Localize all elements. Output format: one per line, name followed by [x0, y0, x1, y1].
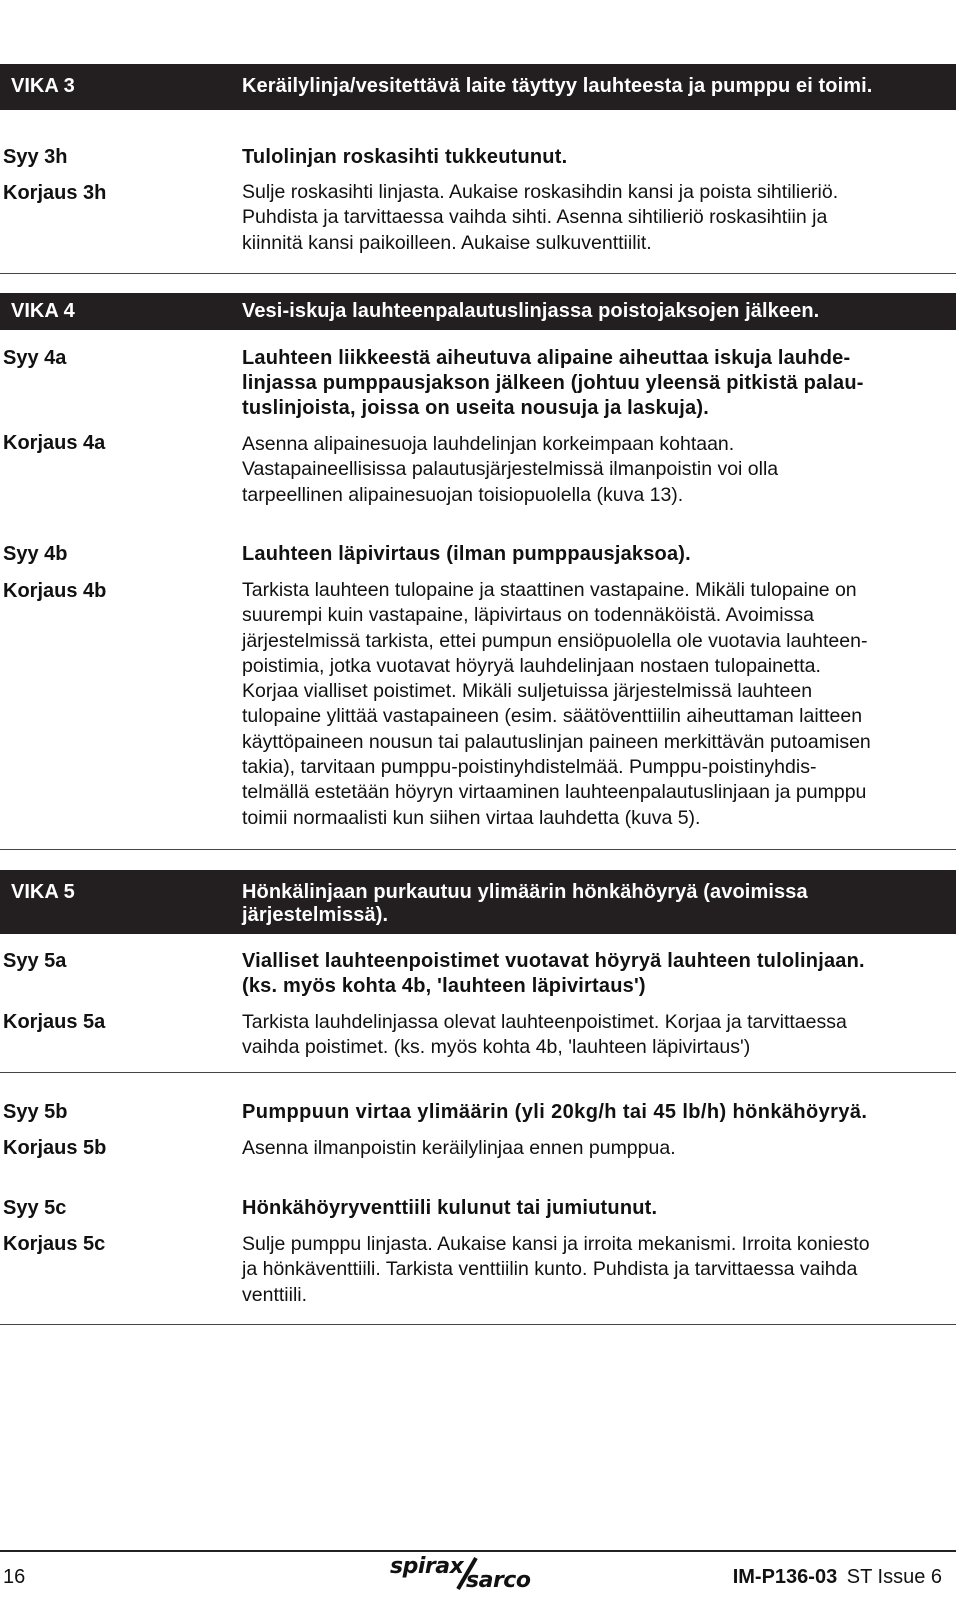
page-number: 16 [3, 1566, 26, 1588]
cause-4a-text: Lauhteen liikkeestä aiheutuva alipaine aiheuttaa iskuja lauhde- linjassa pumppausjakson jälkeen (johtuu yleensä pitkistä palau- tuslinjoista, joissa on useita nousuja ja laskuja). [242, 347, 864, 419]
logo-top-text: spirax [390, 1554, 464, 1579]
divider [0, 1324, 956, 1325]
spirax-sarco-logo [390, 1554, 560, 1594]
fault-3-header [0, 64, 956, 110]
cause-5a-label: Syy 5a [3, 950, 67, 972]
fix-5a-label: Korjaus 5a [3, 1011, 106, 1033]
fix-5c-text: Sulje pumppu linjasta. Aukaise kansi ja irroita mekanismi. Irroita koniesto ja hönkäventtiili. Tarkista venttiilin kunto. Puhdista ja tarvittaessa vaihda venttiili. [242, 1233, 870, 1306]
fix-4a-label: Korjaus 4a [3, 432, 106, 454]
fault-4-label: VIKA 4 [11, 300, 75, 322]
cause-3h-text: Tulolinjan roskasihti tukkeutunut. [242, 146, 568, 168]
fault-3-label: VIKA 3 [11, 75, 75, 97]
fix-4a-text: Asenna alipainesuoja lauhdelinjan korkeimpaan kohtaan. Vastapaineellisissa palautusjärjestelmissä ilmanpoistin voi olla tarpeellinen alipainesuojan toisiopuolella (kuva 13). [242, 433, 779, 506]
divider [0, 273, 956, 274]
footer-rule [0, 1550, 956, 1552]
cause-5c-label: Syy 5c [3, 1197, 67, 1219]
fix-5c-label: Korjaus 5c [3, 1233, 106, 1255]
cause-5a-text: Vialliset lauhteenpoistimet vuotavat höyryä lauhteen tulolinjaan. (ks. myös kohta 4b, 'lauhteen läpivirtaus') [242, 950, 865, 997]
fix-3h-text: Sulje roskasihti linjasta. Aukaise roskasihdin kansi ja poista sihtilieriö. Puhdista ja tarvittaessa vaihda sihti. Asenna sihtilieriö roskasihtiin ja kiinnitä kansi paikoilleen. Aukaise sulkuventtiilit. [242, 181, 839, 254]
fix-5a-text: Tarkista lauhdelinjassa olevat lauhteenpoistimet. Korjaa ja tarvittaessa vaihda poistimet. (ks. myös kohta 4b, 'lauhteen läpivirtaus') [242, 1011, 847, 1059]
divider [0, 849, 956, 850]
fault-4-title: Vesi-iskuja lauhteenpalautuslinjassa poistojaksojen jälkeen. [242, 300, 820, 322]
fault-4-header [0, 293, 956, 330]
fix-4b-text: Tarkista lauhteen tulopaine ja staattinen vastapaine. Mikäli tulopaine on suurempi kuin vastapaine, läpivirtaus on todennäköistä. Avoimissa järjestelmissä tarkista, ettei pumpun ensiöpuolella ole vuotavia lauhteen- poistimia, jotka vuotavat höyryä lauhdelinjaan nostaen tulopainetta. Korjaa vialliset poistimet. Mikäli suljetuissa järjestelmissä lauhteen tulopaine ylittää vastapaineen (esim. säätöventtiilin aiheuttaman laitteen käyttöpaineen nousun tai palautuslinjan paineen merkittävän putoamisen takia), tarvitaan pumppu-poistinyhdistelmää. Pumppu-poistinyhdis- telmällä estetään höyryn virtaaminen lauhteenpalautuslinjaan ja pumppu toimii normaalisti kun siihen virtaa lauhdetta (kuva 5). [242, 579, 871, 829]
fault-3-title: Keräilylinja/vesitettävä laite täyttyy lauhteesta ja pumppu ei toimi. [242, 75, 873, 97]
fix-3h-label: Korjaus 3h [3, 182, 107, 204]
document-id [733, 1566, 942, 1589]
fault-5-title: Hönkälinjaan purkautuu ylimäärin hönkähöyryä (avoimissa järjestelmissä). [242, 881, 808, 926]
fix-4b-label: Korjaus 4b [3, 580, 107, 602]
logo-bottom-text: sarco [466, 1568, 531, 1593]
fix-5b-text: Asenna ilmanpoistin keräilylinjaa ennen pumppua. [242, 1137, 676, 1159]
fault-5-header [0, 870, 956, 934]
cause-5b-text: Pumppuun virtaa ylimäärin (yli 20kg/h tai 45 lb/h) hönkähöyryä. [242, 1101, 868, 1123]
fault-5-label: VIKA 5 [11, 881, 75, 903]
doc-id: IM-P136-03 [732, 1566, 838, 1588]
cause-4b-label: Syy 4b [3, 543, 68, 565]
cause-3h-label: Syy 3h [3, 146, 68, 168]
divider [0, 1072, 956, 1073]
cause-4a-label: Syy 4a [3, 347, 67, 369]
cause-5b-label: Syy 5b [3, 1101, 68, 1123]
fix-5b-label: Korjaus 5b [3, 1137, 107, 1159]
cause-5c-text: Hönkähöyryventtiili kulunut tai jumiutunut. [242, 1197, 658, 1219]
cause-4b-text: Lauhteen läpivirtaus (ilman pumppausjaksoa). [242, 543, 691, 565]
issue: ST Issue 6 [846, 1566, 942, 1588]
